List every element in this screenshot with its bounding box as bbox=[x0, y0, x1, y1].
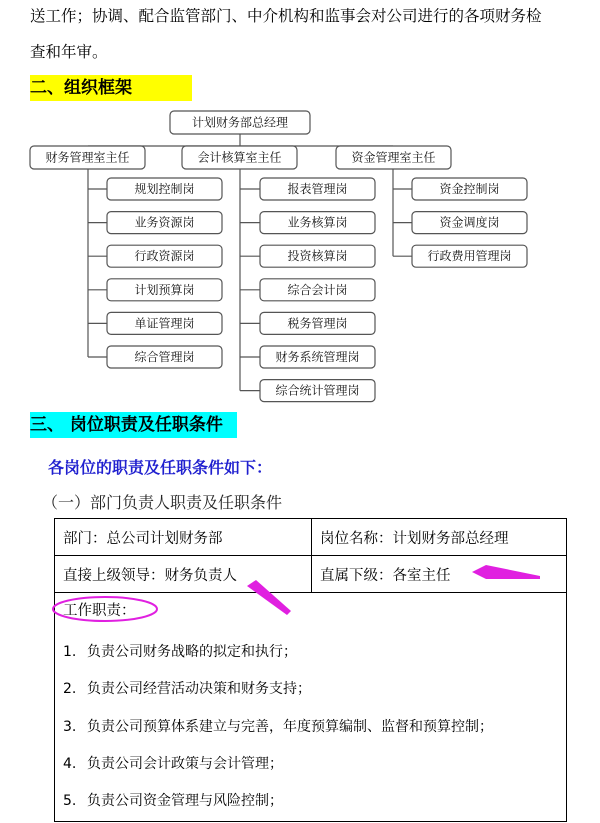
table-row bbox=[55, 519, 567, 556]
list-item-number: 2. bbox=[63, 681, 77, 697]
org-post-box-label: 投资核算岗 bbox=[287, 249, 348, 264]
org-head-box-label: 资金管理室主任 bbox=[351, 150, 436, 165]
org-post-box bbox=[107, 245, 222, 267]
org-post-box bbox=[260, 346, 375, 368]
intro-text-line-1: 送工作；协调、配合监管部门、中介机构和监事会对公司进行的各项财务检 bbox=[30, 7, 542, 25]
table-row bbox=[55, 593, 567, 822]
org-post-box-label: 业务核算岗 bbox=[287, 215, 348, 230]
list-item-text: 负责公司资金管理与风险控制； bbox=[87, 793, 283, 809]
list-item bbox=[63, 753, 283, 773]
org-head-box bbox=[336, 146, 451, 169]
org-root-box-label: 计划财务部总经理 bbox=[191, 115, 289, 130]
table-row bbox=[55, 556, 567, 593]
section-heading-org: 二、组织框架 bbox=[30, 75, 192, 101]
list-item-text: 负责公司财务战略的拟定和执行； bbox=[87, 644, 297, 660]
org-post-box bbox=[260, 212, 375, 234]
duty-table bbox=[54, 518, 567, 822]
org-post-box bbox=[107, 212, 222, 234]
org-head-box bbox=[182, 146, 297, 169]
org-head-box-label: 会计核算室主任 bbox=[197, 150, 282, 165]
list-item-text: 负责公司会计政策与会计管理； bbox=[87, 756, 283, 772]
list-item bbox=[63, 790, 283, 810]
org-post-box bbox=[412, 245, 527, 267]
list-item-text: 负责公司经营活动决策和财务支持； bbox=[87, 681, 311, 697]
org-post-box bbox=[260, 279, 375, 301]
org-head-box-label: 财务管理室主任 bbox=[45, 150, 130, 165]
org-post-box-label: 规划控制岗 bbox=[134, 182, 195, 196]
list-item-text: 负责公司预算体系建立与完善，年度预算编制、监督和预算控制； bbox=[87, 719, 493, 735]
org-post-box bbox=[107, 178, 222, 200]
org-post-box bbox=[260, 178, 375, 200]
org-post-box bbox=[412, 212, 527, 234]
org-post-box bbox=[412, 178, 527, 200]
section-heading-duties: 三、 岗位职责及任职条件 bbox=[30, 412, 237, 438]
org-post-box-label: 资金控制岗 bbox=[439, 182, 500, 196]
list-item-number: 5. bbox=[63, 793, 77, 809]
org-post-box-label: 资金调度岗 bbox=[439, 215, 500, 230]
org-post-box-label: 业务资源岗 bbox=[134, 215, 195, 230]
org-post-box-label: 综合会计岗 bbox=[287, 282, 348, 297]
org-head-box bbox=[30, 146, 145, 169]
superior-cell: 直接上级领导：财务负责人 bbox=[55, 556, 312, 593]
dept-cell: 部门：总公司计划财务部 bbox=[55, 519, 312, 556]
org-post-box-label: 报表管理岗 bbox=[287, 182, 348, 196]
org-post-box-label: 计划预算岗 bbox=[134, 282, 195, 297]
org-post-box bbox=[260, 245, 375, 267]
list-item-number: 4. bbox=[63, 756, 77, 772]
org-post-box bbox=[107, 279, 222, 301]
org-post-box-label: 行政资源岗 bbox=[134, 249, 195, 264]
list-item-number: 1. bbox=[63, 644, 77, 660]
org-post-box-label: 单证管理岗 bbox=[134, 316, 195, 331]
intro-text-line-2: 查和年审。 bbox=[30, 43, 108, 61]
org-post-box-label: 综合管理岗 bbox=[134, 350, 195, 364]
duties-cell bbox=[55, 593, 567, 822]
org-chart bbox=[0, 105, 600, 405]
org-post-box bbox=[260, 312, 375, 334]
org-post-box-label: 行政费用管理岗 bbox=[427, 249, 512, 264]
org-post-box-label: 综合统计管理岗 bbox=[275, 383, 360, 398]
subsection-title: （一）部门负责人职责及任职条件 bbox=[42, 493, 283, 512]
org-post-box-label: 财务系统管理岗 bbox=[275, 350, 360, 364]
position-cell: 岗位名称：计划财务部总经理 bbox=[312, 519, 567, 556]
list-item bbox=[63, 716, 493, 736]
org-root-box bbox=[170, 111, 310, 134]
org-post-box-label: 税务管理岗 bbox=[287, 316, 348, 331]
list-item bbox=[63, 641, 297, 661]
section-subtitle: 各岗位的职责及任职条件如下： bbox=[48, 458, 273, 477]
org-post-box bbox=[107, 346, 222, 368]
list-item-number: 3. bbox=[63, 719, 77, 735]
list-item bbox=[63, 678, 311, 698]
org-post-box bbox=[107, 312, 222, 334]
org-post-box bbox=[260, 380, 375, 402]
duty-title: 工作职责： bbox=[63, 603, 136, 619]
subordinate-cell: 直属下级：各室主任 bbox=[312, 556, 567, 593]
